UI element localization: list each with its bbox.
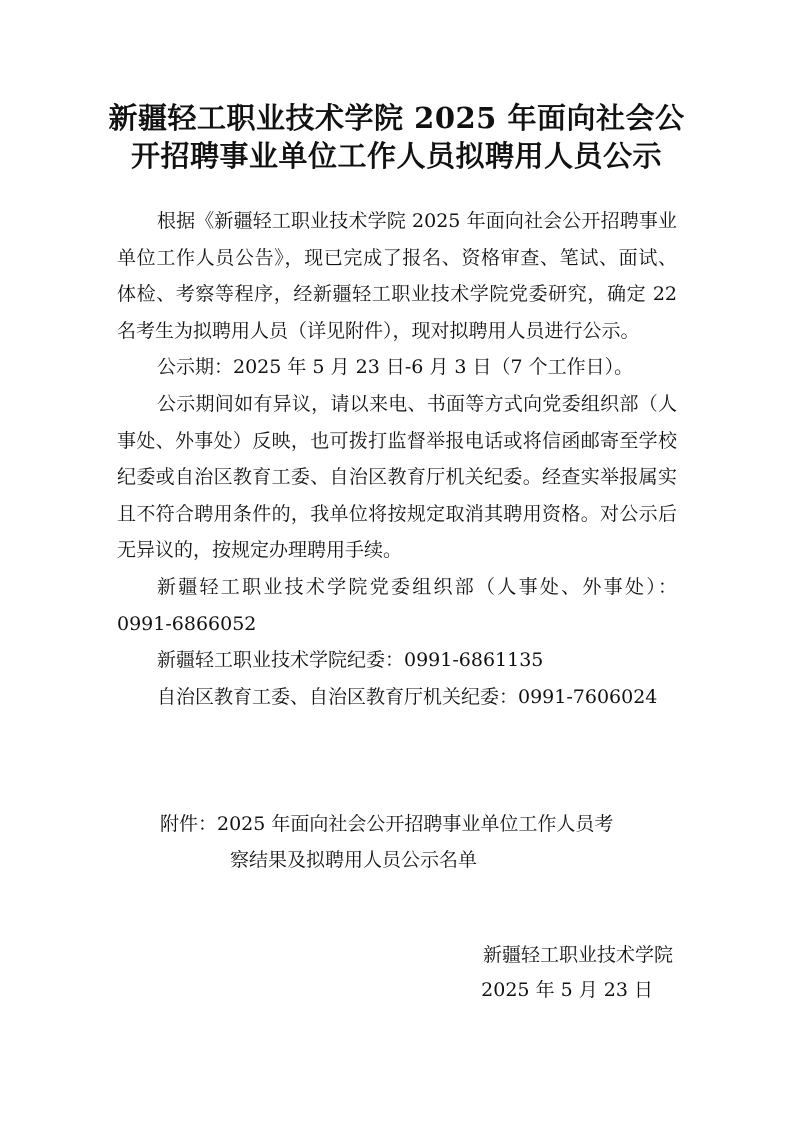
contact-education-committee: 自治区教育工委、自治区教育厅机关纪委：0991-7606024 bbox=[157, 685, 658, 708]
document-title-line-1: 新疆轻工职业技术学院 2025 年面向社会公 bbox=[108, 101, 685, 135]
attachment-label-line-1: 附件：2025 年面向社会公开招聘事业单位工作人员考 bbox=[160, 813, 614, 835]
contact-discipline-committee: 新疆轻工职业技术学院纪委：0991-6861135 bbox=[157, 649, 544, 672]
document-title-line-2: 开招聘事业单位工作人员拟聘用人员公示 bbox=[130, 139, 662, 173]
paragraph-objections: 公示期间如有异议，请以来电、书面等方式向党委组织部（人事处、外事处）反映，也可拨打监督举报电话或将信函邮寄至学校纪委或自治区教育工委、自治区教育厅机关纪委。经查实举报属实且不符合聘用条件的，我单位将按规定取消其聘用资格。对公示后无异议的，按规定办理聘用手续。 bbox=[117, 392, 677, 562]
signature-date: 2025 年 5 月 23 日 bbox=[481, 979, 653, 1001]
document-body bbox=[117, 203, 677, 715]
attachment-label-line-2: 察结果及拟聘用人员公示名单 bbox=[230, 849, 478, 871]
paragraph-announcement: 根据《新疆轻工职业技术学院 2025 年面向社会公开招聘事业单位工作人员公告》，现已完成了报名、资格审查、笔试、面试、体检、考察等程序，经新疆轻工职业技术学院党委研究，确定 22 名考生为拟聘用人员（详见附件），现对拟聘用人员进行公示。 bbox=[117, 210, 677, 342]
paragraph-publicity-period: 公示期：2025 年 5 月 23 日-6 月 3 日（7 个工作日）。 bbox=[157, 356, 634, 379]
contact-organization-department: 新疆轻工职业技术学院党委组织部（人事处、外事处）：0991-6866052 bbox=[117, 575, 677, 635]
signature-organization: 新疆轻工职业技术学院 bbox=[482, 944, 673, 966]
